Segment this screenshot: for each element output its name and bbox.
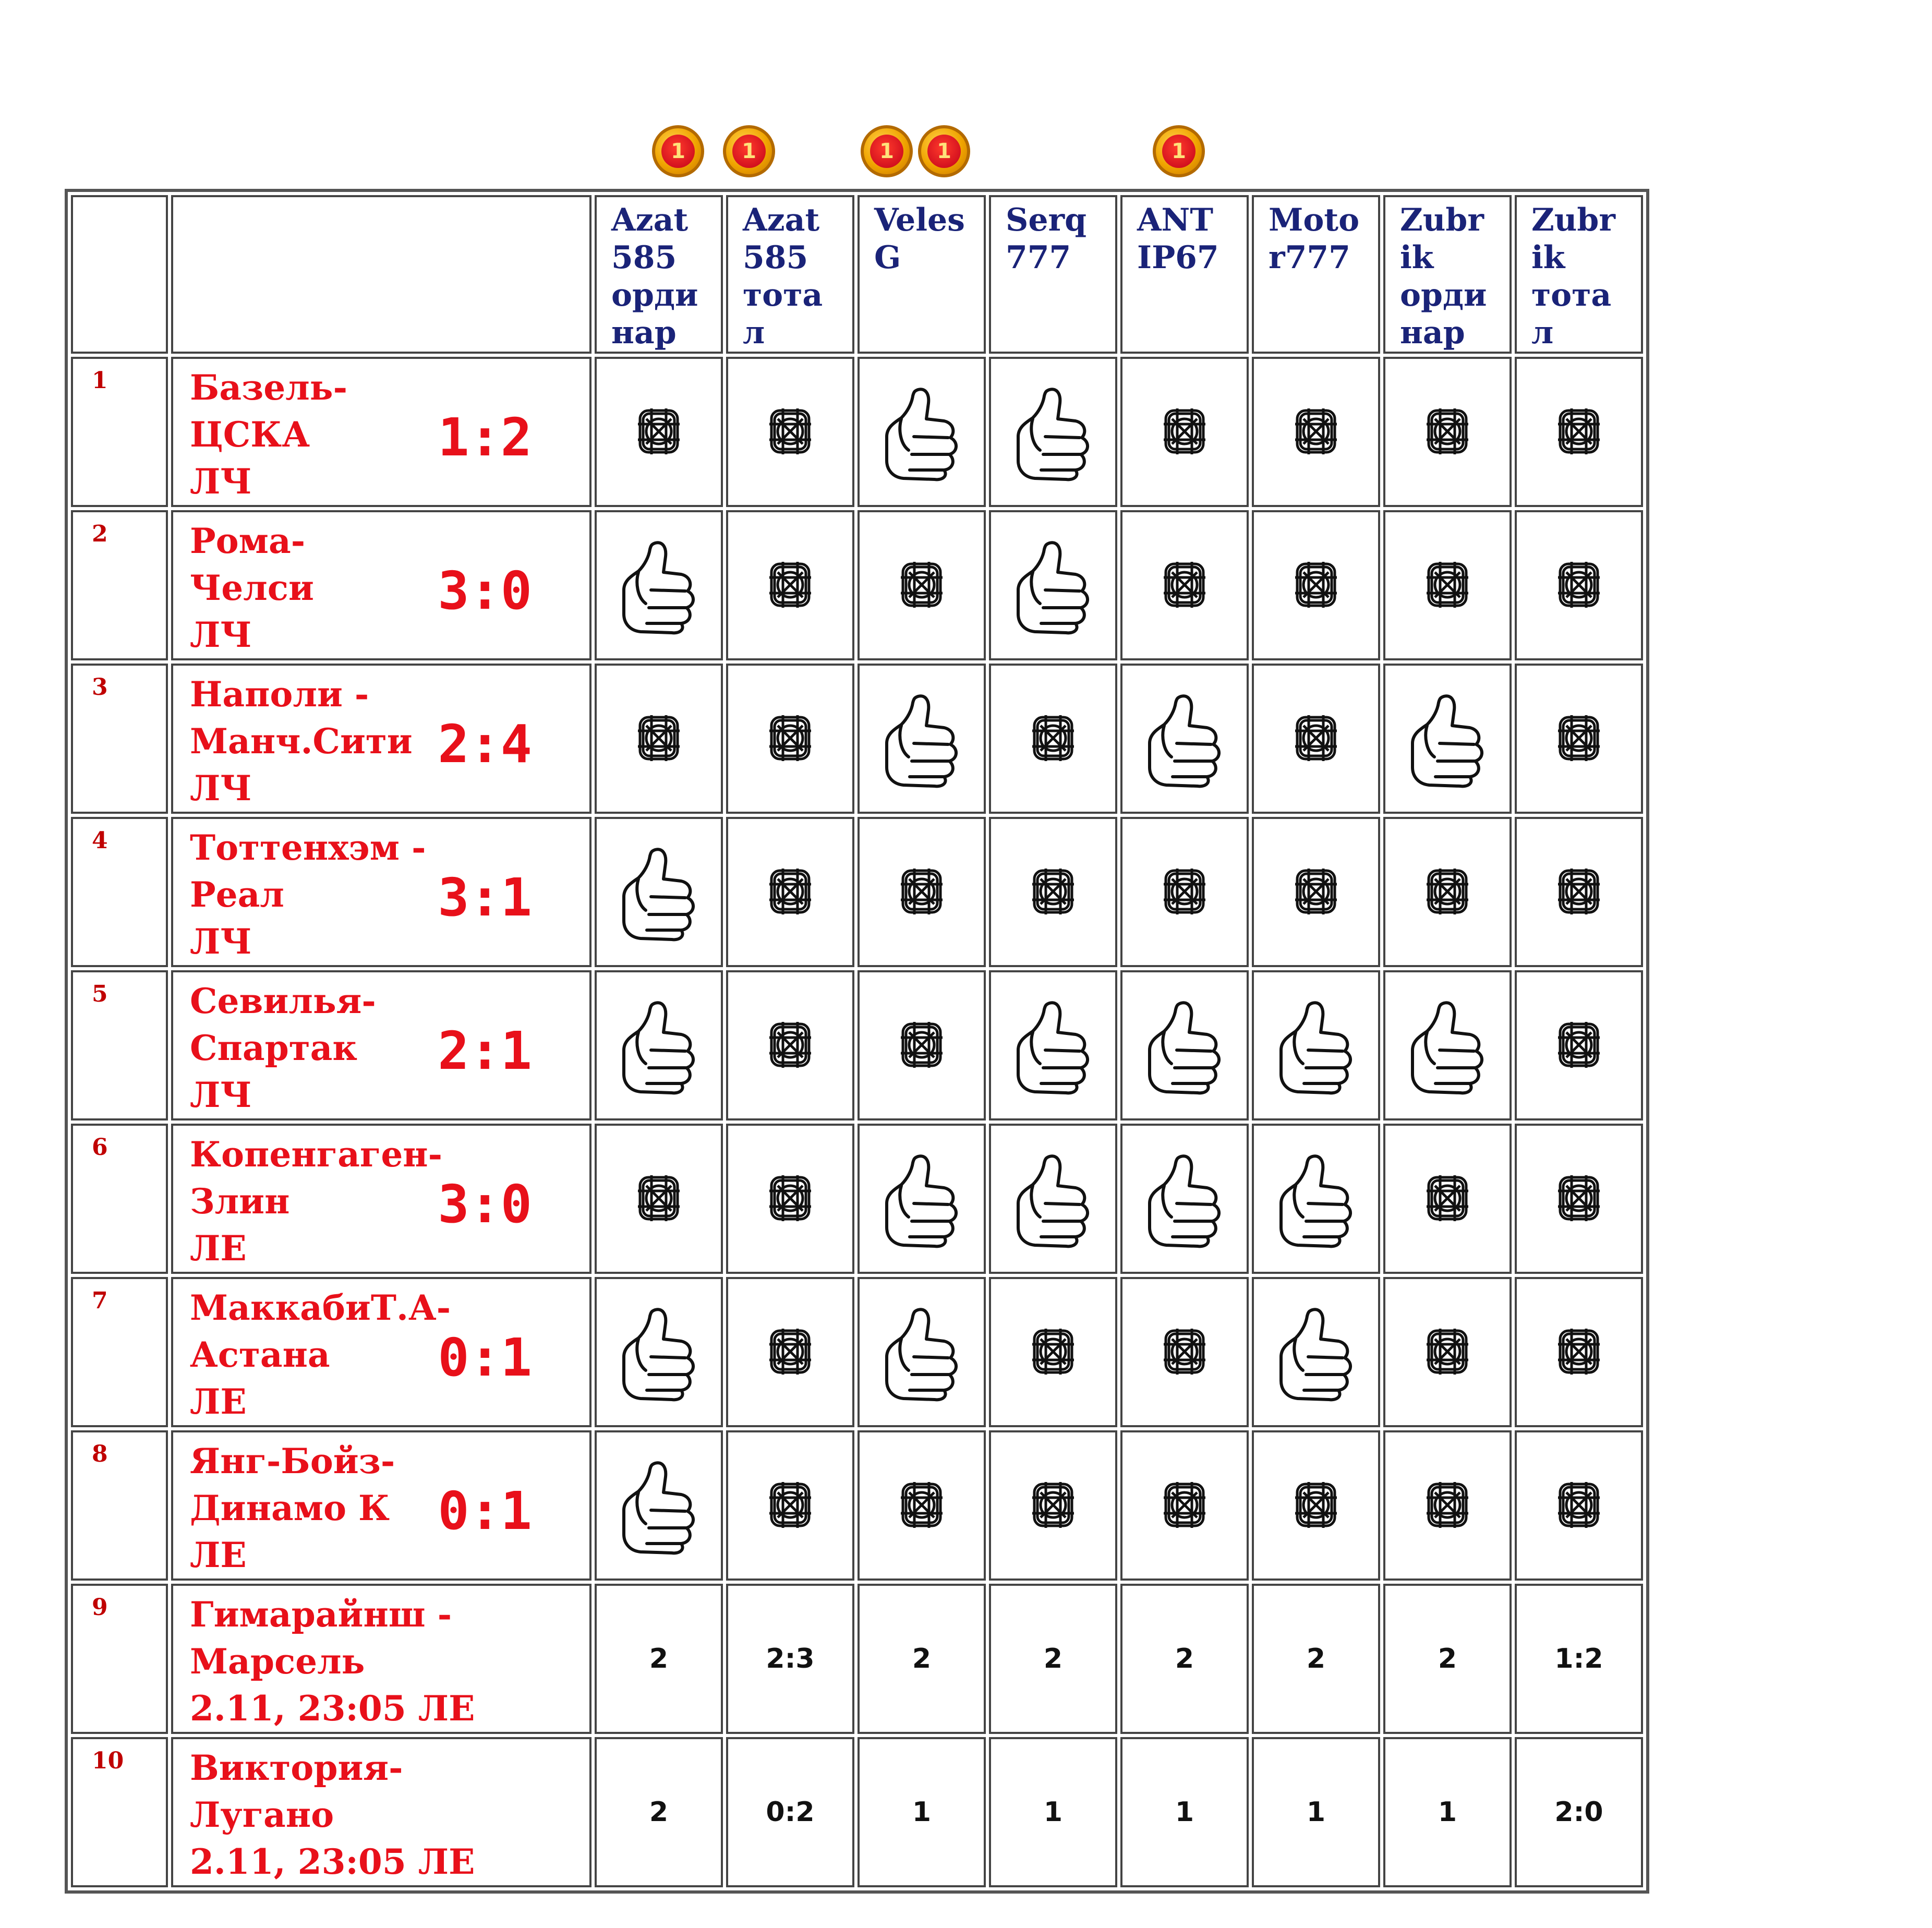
thumbs-up-icon [877, 1303, 966, 1402]
player-header-cell [595, 195, 723, 354]
match-score: 2:1 [438, 1020, 532, 1081]
hit-cell [858, 357, 986, 507]
hit-cell [858, 1124, 986, 1274]
miss-cell [1383, 1124, 1512, 1274]
player-header-cell [1383, 195, 1512, 354]
thumbs-up-icon [614, 996, 703, 1095]
crossed-ball-icon [633, 710, 685, 767]
row-number: 4 [92, 827, 108, 854]
player-name: Serq 777 [1006, 202, 1087, 276]
hit-cell [858, 1277, 986, 1427]
player-name: Zubr ik орди нар [1400, 202, 1487, 351]
miss-cell [1120, 510, 1249, 660]
table-row [71, 510, 1643, 660]
crossed-ball-icon [1027, 1477, 1079, 1534]
miss-cell [595, 1124, 723, 1274]
table-row [71, 1277, 1643, 1427]
predictions-table [65, 189, 1649, 1894]
row-number-cell [71, 357, 168, 507]
table-row [71, 1737, 1643, 1887]
hit-cell [1120, 664, 1249, 814]
miss-cell [858, 970, 986, 1120]
match-teams: Виктория- Лугано 2.11, 23:05 ЛЕ [190, 1748, 475, 1882]
crossed-ball-icon [1290, 863, 1342, 921]
thumbs-up-icon [877, 689, 966, 788]
match-cell [171, 817, 591, 967]
thumbs-up-icon [1009, 1149, 1097, 1248]
hit-cell [989, 1124, 1117, 1274]
table-row [71, 1430, 1643, 1581]
match-cell [171, 664, 591, 814]
crossed-ball-icon [764, 557, 816, 614]
match-teams: Тоттенхэм - Реал ЛЧ [190, 827, 426, 962]
crossed-ball-icon [1027, 863, 1079, 921]
row-number-cell [71, 1277, 168, 1427]
crossed-ball-icon [1421, 1170, 1474, 1227]
crossed-ball-icon [896, 557, 948, 614]
crossed-ball-icon [764, 1477, 816, 1534]
match-score: 1:2 [438, 407, 532, 468]
crossed-ball-icon [1553, 1170, 1605, 1227]
crossed-ball-icon [1421, 1323, 1474, 1381]
table-row [71, 1584, 1643, 1734]
hit-cell [595, 510, 723, 660]
pick-cell: 1 [1383, 1737, 1512, 1887]
thumbs-up-icon [1140, 1149, 1229, 1248]
hit-cell [595, 970, 723, 1120]
crossed-ball-icon [1158, 863, 1211, 921]
miss-cell [989, 664, 1117, 814]
match-score: 0:1 [438, 1480, 532, 1541]
crossed-ball-icon [764, 1017, 816, 1074]
miss-cell [1515, 510, 1643, 660]
pick-cell: 0:2 [726, 1737, 854, 1887]
table-row [71, 817, 1643, 967]
crossed-ball-icon [1421, 1477, 1474, 1534]
miss-cell [1515, 1124, 1643, 1274]
pick-cell: 2 [1120, 1584, 1249, 1734]
crossed-ball-icon [1421, 863, 1474, 921]
miss-cell [1515, 1277, 1643, 1427]
row-number-cell [71, 664, 168, 814]
crossed-ball-icon [1027, 1323, 1079, 1381]
hit-cell [1383, 970, 1512, 1120]
miss-cell [1120, 1430, 1249, 1581]
crossed-ball-icon [1421, 557, 1474, 614]
crossed-ball-icon [764, 1323, 816, 1381]
crossed-ball-icon [1553, 1017, 1605, 1074]
crossed-ball-icon [633, 1170, 685, 1227]
pick-cell: 2 [989, 1584, 1117, 1734]
hit-cell [595, 1430, 723, 1581]
hit-cell [989, 510, 1117, 660]
miss-cell [1383, 817, 1512, 967]
pick-cell: 2 [1252, 1584, 1380, 1734]
miss-cell [1252, 817, 1380, 967]
thumbs-up-icon [614, 1456, 703, 1555]
thumbs-up-icon [614, 1303, 703, 1402]
miss-cell [1383, 357, 1512, 507]
crossed-ball-icon [1158, 1477, 1211, 1534]
pick-cell: 1 [858, 1737, 986, 1887]
crossed-ball-icon [1158, 403, 1211, 461]
match-teams: Наполи - Манч.Сити ЛЧ [190, 674, 413, 809]
match-cell [171, 510, 591, 660]
miss-cell [1383, 1430, 1512, 1581]
miss-cell [1515, 357, 1643, 507]
miss-cell [858, 510, 986, 660]
miss-cell [726, 1430, 854, 1581]
miss-cell [1383, 510, 1512, 660]
crossed-ball-icon [1290, 710, 1342, 767]
table-row [71, 357, 1643, 507]
pick-cell: 2 [1383, 1584, 1512, 1734]
miss-cell [858, 1430, 986, 1581]
thumbs-up-icon [614, 536, 703, 635]
hit-cell [1252, 970, 1380, 1120]
miss-cell [1515, 817, 1643, 967]
row-number-cell [71, 1584, 168, 1734]
match-teams: Рома- Челси ЛЧ [190, 521, 314, 655]
crossed-ball-icon [1553, 863, 1605, 921]
row-number-cell [71, 970, 168, 1120]
thumbs-up-icon [1272, 1303, 1360, 1402]
row-number: 6 [92, 1134, 108, 1161]
thumbs-up-icon [1272, 996, 1360, 1095]
hit-cell [1120, 970, 1249, 1120]
crossed-ball-icon [1290, 1477, 1342, 1534]
player-name: Azat 585 орди нар [611, 202, 698, 351]
crossed-ball-icon [764, 863, 816, 921]
match-score: 3:0 [438, 560, 532, 621]
match-cell [171, 1430, 591, 1581]
medal-icon: 1 [861, 125, 913, 177]
match-cell [171, 970, 591, 1120]
crossed-ball-icon [1553, 1323, 1605, 1381]
medal-icon: 1 [652, 125, 704, 177]
player-header-cell [1515, 195, 1643, 354]
medal-icon: 1 [918, 125, 970, 177]
match-cell [171, 1584, 591, 1734]
miss-cell [726, 817, 854, 967]
corner-cell [71, 195, 168, 354]
hit-cell [1252, 1124, 1380, 1274]
row-number: 10 [92, 1748, 124, 1774]
row-number-cell [71, 1430, 168, 1581]
miss-cell [1252, 510, 1380, 660]
thumbs-up-icon [1272, 1149, 1360, 1248]
row-number-cell [71, 510, 168, 660]
player-header-cell [989, 195, 1117, 354]
crossed-ball-icon [1158, 557, 1211, 614]
crossed-ball-icon [764, 403, 816, 461]
table-row [71, 970, 1643, 1120]
crossed-ball-icon [1553, 403, 1605, 461]
miss-cell [595, 664, 723, 814]
miss-cell [1515, 664, 1643, 814]
player-name: Moto r777 [1269, 202, 1360, 276]
match-cell [171, 357, 591, 507]
crossed-ball-icon [764, 710, 816, 767]
miss-cell [726, 1124, 854, 1274]
medal-row [0, 125, 1932, 188]
medal-icon: 1 [1153, 125, 1205, 177]
row-number: 1 [92, 367, 108, 394]
thumbs-up-icon [1009, 536, 1097, 635]
match-cell [171, 1124, 591, 1274]
pick-cell: 1 [989, 1737, 1117, 1887]
player-name: Veles G [874, 202, 965, 276]
match-score: 3:1 [438, 867, 532, 928]
medal-icon: 1 [723, 125, 775, 177]
thumbs-up-icon [1403, 689, 1492, 788]
crossed-ball-icon [896, 863, 948, 921]
crossed-ball-icon [896, 1017, 948, 1074]
hit-cell [989, 357, 1117, 507]
match-cell [171, 1737, 591, 1887]
thumbs-up-icon [877, 1149, 966, 1248]
pick-cell: 2 [595, 1584, 723, 1734]
match-teams: Копенгаген- Злин ЛЕ [190, 1134, 443, 1269]
miss-cell [858, 817, 986, 967]
hit-cell [595, 817, 723, 967]
crossed-ball-icon [633, 403, 685, 461]
hit-cell [858, 664, 986, 814]
player-header-cell [858, 195, 986, 354]
row-number: 2 [92, 521, 108, 547]
miss-cell [989, 1430, 1117, 1581]
pick-cell: 2:3 [726, 1584, 854, 1734]
match-header-cell [171, 195, 591, 354]
thumbs-up-icon [877, 382, 966, 481]
thumbs-up-icon [1140, 689, 1229, 788]
hit-cell [989, 970, 1117, 1120]
miss-cell [726, 357, 854, 507]
thumbs-up-icon [1140, 996, 1229, 1095]
crossed-ball-icon [896, 1477, 948, 1534]
crossed-ball-icon [764, 1170, 816, 1227]
row-number: 3 [92, 674, 108, 701]
miss-cell [1252, 357, 1380, 507]
player-name: ANT IP67 [1137, 202, 1219, 276]
miss-cell [726, 664, 854, 814]
match-teams: Янг-Бойз- Динамо К ЛЕ [190, 1441, 395, 1575]
match-score: 0:1 [438, 1327, 532, 1388]
player-name: Azat 585 тота л [743, 202, 823, 351]
pick-cell: 1 [1120, 1737, 1249, 1887]
match-teams: МаккабиТ.А- Астана ЛЕ [190, 1287, 451, 1422]
crossed-ball-icon [1027, 710, 1079, 767]
thumbs-up-icon [1403, 996, 1492, 1095]
crossed-ball-icon [1553, 1477, 1605, 1534]
pick-cell: 2:0 [1515, 1737, 1643, 1887]
pick-cell: 2 [858, 1584, 986, 1734]
row-number: 9 [92, 1594, 108, 1621]
hit-cell [1383, 664, 1512, 814]
row-number: 8 [92, 1441, 108, 1467]
miss-cell [1515, 1430, 1643, 1581]
hit-cell [595, 1277, 723, 1427]
row-number-cell [71, 1737, 168, 1887]
crossed-ball-icon [1421, 403, 1474, 461]
player-header-cell [1120, 195, 1249, 354]
row-number: 5 [92, 981, 108, 1007]
crossed-ball-icon [1553, 557, 1605, 614]
thumbs-up-icon [1009, 382, 1097, 481]
player-header-cell [1252, 195, 1380, 354]
miss-cell [989, 1277, 1117, 1427]
miss-cell [1120, 357, 1249, 507]
miss-cell [1252, 1430, 1380, 1581]
row-number-cell [71, 817, 168, 967]
thumbs-up-icon [614, 842, 703, 942]
miss-cell [1120, 817, 1249, 967]
miss-cell [726, 1277, 854, 1427]
miss-cell [1515, 970, 1643, 1120]
miss-cell [1252, 664, 1380, 814]
match-teams: Севилья- Спартак ЛЧ [190, 981, 376, 1115]
player-name: Zubr ik тота л [1531, 202, 1615, 351]
pick-cell: 1:2 [1515, 1584, 1643, 1734]
table-row [71, 1124, 1643, 1274]
crossed-ball-icon [1290, 557, 1342, 614]
pick-cell: 1 [1252, 1737, 1380, 1887]
crossed-ball-icon [1553, 710, 1605, 767]
miss-cell [595, 357, 723, 507]
miss-cell [1120, 1277, 1249, 1427]
header-row [71, 195, 1643, 354]
match-score: 3:0 [438, 1174, 532, 1235]
match-teams: Базель- ЦСКА ЛЧ [190, 367, 347, 502]
miss-cell [726, 510, 854, 660]
hit-cell [1120, 1124, 1249, 1274]
row-number: 7 [92, 1287, 108, 1314]
table-row [71, 664, 1643, 814]
match-score: 2:4 [438, 714, 532, 775]
pick-cell: 2 [595, 1737, 723, 1887]
hit-cell [1252, 1277, 1380, 1427]
thumbs-up-icon [1009, 996, 1097, 1095]
match-teams: Гимарайнш - Марсель 2.11, 23:05 ЛЕ [190, 1594, 475, 1729]
crossed-ball-icon [1158, 1323, 1211, 1381]
row-number-cell [71, 1124, 168, 1274]
miss-cell [989, 817, 1117, 967]
crossed-ball-icon [1290, 403, 1342, 461]
match-cell [171, 1277, 591, 1427]
player-header-cell [726, 195, 854, 354]
miss-cell [726, 970, 854, 1120]
miss-cell [1383, 1277, 1512, 1427]
